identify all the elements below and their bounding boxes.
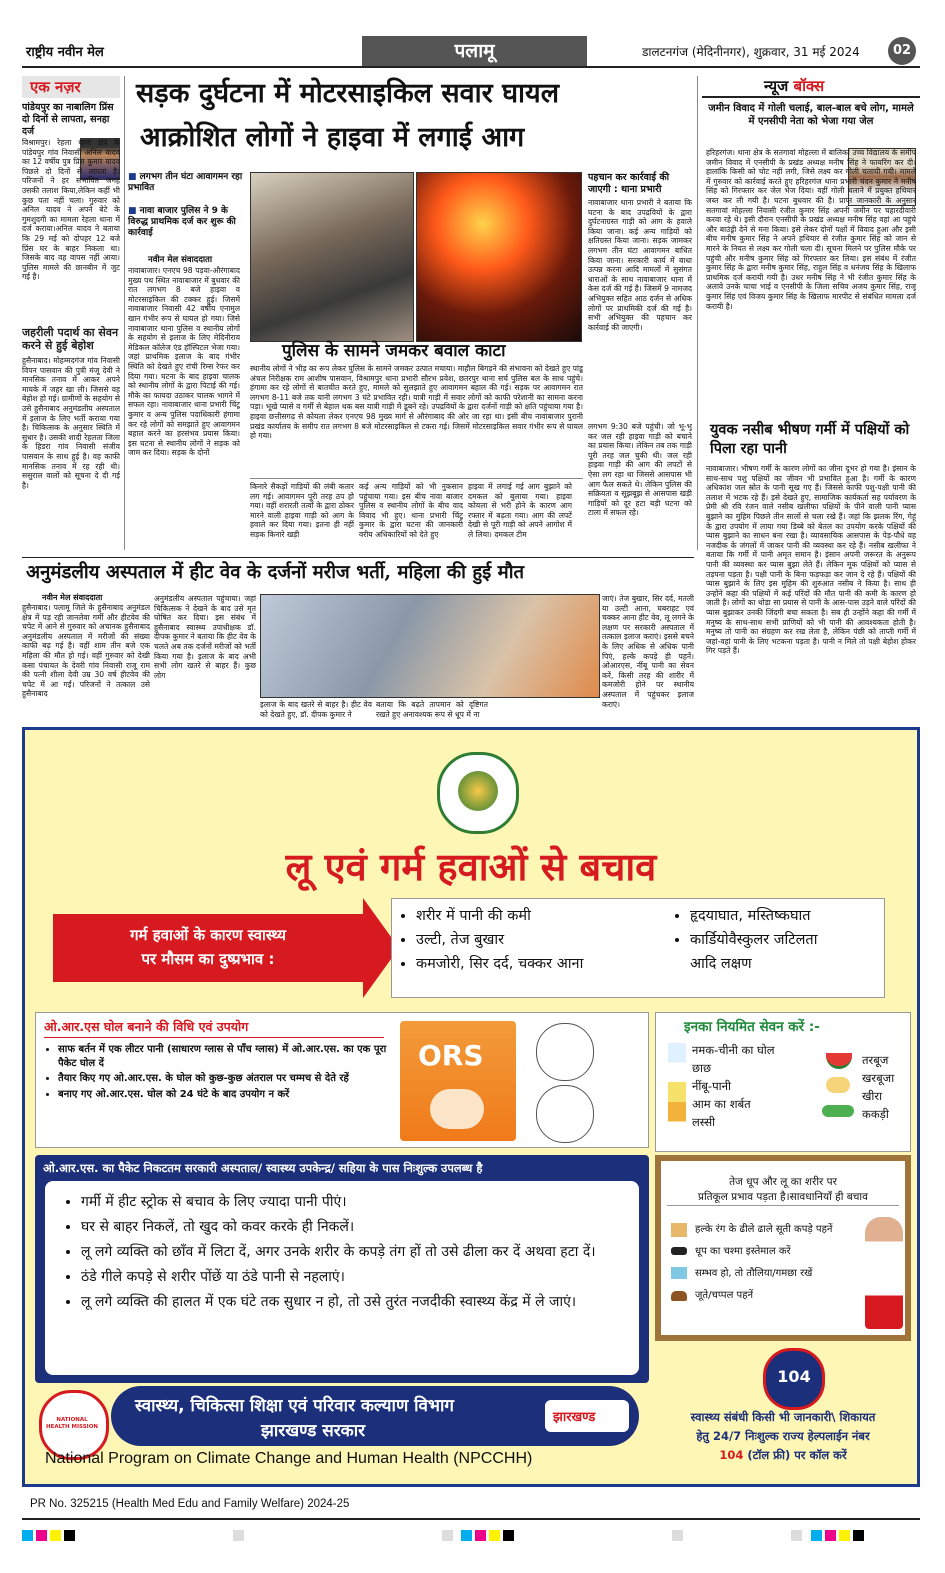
tips-section <box>35 1155 649 1383</box>
doctor-icon <box>865 1217 903 1329</box>
masthead-rule <box>22 66 920 68</box>
precautions-board <box>655 1155 911 1341</box>
ek-nazar-tag: एक नज़र <box>22 76 120 98</box>
bullet-point: ■ नावा बाजार पुलिस ने 9 के विरुद्ध प्राथमिक दर्ज कर शुरू की कार्रवाई <box>128 206 236 238</box>
photo-caption: पुलिस के सामने जमकर बवाल काटा <box>282 341 506 361</box>
byline: नवीन मेल संवाददाता <box>42 593 103 602</box>
lead-headline-2: आक्रोशित लोगों ने हाइवा में लगाई आग <box>140 122 525 153</box>
section-name: पलामू <box>454 40 495 62</box>
lead-body-left: नावाबाजार। एनएच 98 पड़वा-औरंगाबाद मुख्य पथ स्थित नावाबाजार में बुधवार की रात लगभग 8 बजे हाइवा व मोटरसाइकिल की टक्कर हुई। जिसमें नावाबाजार निवासी 42 वर्षीय एनामुल खान गंभीर रूप से घायल हो गया। जिसे नावाबाजार थाना पुलिस व स्थानीय लोगों के सहयोग से इलाज के लिए मेदिनीराय मेडिकल कॉलेज एंड हॉस्पिटल भेजा गया। जहां प्राथमिक इलाज के बाद गंभीर स्थिति को देखते हुए रांची रिम्स रेफर कर दिया गया। घटना के बाद हाइवा चालक को स्थानीय लोगों के द्वारा पिटाई की गई। मौके का फायदा उठाकर चालक भागने में सफल रहा। नावाबाजार थाना प्रभारी चिंटू कुमार व अन्य पुलिस पदाधिकारी हंगामा कर रहे लोगों को समझाते हुए आवागमन बहाल करने का हरसंभव प्रयास किया। इस घटना से स्थानीय लोगों ने सड़क को जाम कर दिया। सड़क के दोनों <box>128 266 240 458</box>
heatwave-headline: अनुमंडलीय अस्पताल में हीट वेव के दर्जनों मरीज भर्ती, महिला की हुई मौत <box>26 562 525 583</box>
bullet-point: ■ लगभग तीन घंटा आवागमन रहा प्रभावित <box>128 172 243 193</box>
free-availability-line: ओ.आर.एस. का पैकेट निकटतम सरकारी अस्पताल/ स्वास्थ्य उपकेन्द्र/ सहिया के पास निःशुल्क उपलब्ध है <box>43 1161 483 1175</box>
department-banner <box>111 1386 639 1446</box>
lead-body-col: किनारे सैकड़ों गाड़ियों की लंबी कतार लग गई। आवागमन पूरी तरह ठप हो गया। वहीं शरारती तत्वों के द्वारा ठोकर मारने वाली हाइवा गाड़ी को आग के हवाले कर दिया गया। इतना ही नहीं सड़क किनारे खड़ी <box>250 482 354 539</box>
column-divider <box>124 76 125 550</box>
story-headline: पांडेयपुर का नाबालिग प्रिंस दो दिनों से लापता, सनहा दर्ज <box>22 102 114 137</box>
helpline-text: स्वास्थ्य संबंधी किसी भी जानकारी\ शिकायत हेतु 24/7 निःशुल्क राज्य हेल्पलाईन नंबर 104 (टॉल फ्री) पर कॉल करें <box>690 1410 876 1462</box>
ors-steps: • साफ बर्तन में एक लीटर पानी (साधारण ग्लास से पाँच ग्लास) में ओ.आर.एस. का एक पूरा पैकेट घोल दें • तैयार किए गए ओ.आर.एस. के घोल को कुछ-कुछ अंतराल पर चम्मच से देते रहें • बनाए गए ओ.आर.एस. घोल को 24 घंटे के बाद उपयोग न करें <box>44 1043 400 1103</box>
intake-section <box>655 1012 911 1152</box>
shirt-icon <box>671 1223 687 1237</box>
section-tab <box>362 36 587 66</box>
divider <box>250 478 583 479</box>
heatwave-advertisement <box>22 727 920 1487</box>
masthead <box>22 36 920 66</box>
towel-icon <box>671 1267 687 1279</box>
lead-body-col: हाइवा में लगाई गई आग बुझाने को दमकल को बुलाया गया। हाइवा कोयला से भरी होने के कारण आग रफ्तार में बढ़ता गया। आग की लपटें देखी से पूरी गाड़ी को अपने आगोश में ले लिया। दमकल टीम <box>468 482 572 539</box>
story-body: हुसैनाबाद। मोहम्मदगंज गांव निवासी विपन पासवान की पुत्री मंजू देवी ने मानसिक तनाव में आकर अपने मायके में जहर खा ली। जिससे वह बेहोश हो गई। ग्रामीणों के सहयोग से उसे हुसैनाबाद अनुमंडलीय अस्पताल में इलाज के लिए भर्ती कराया गया है। चिकित्सक के अनुसार स्थिति में सुधार है। उसकी शादी रेहलता जिला के हिडरा गांव निवासी संजीव पासवान के साथ हुई है। वह काफी मानसिक तनाव में रह रही थी। ससुराल वालों को सूचना दे दी गई है। <box>22 356 120 490</box>
ors-bowl-icon <box>536 1023 594 1081</box>
heatwave-col: बताया कि बढ़ते तापमान को दृष्टिगत रखते हुए अनावश्यक रूप से धूप में ना <box>376 700 488 719</box>
heatwave-story <box>22 592 694 722</box>
lead-story <box>128 76 693 556</box>
board-items: हल्के रंग के ढीले ढाले सूती कपड़े पहनें धूप का चश्मा इस्तेमाल करें सम्भव हो, तो तौलिया/गमछा रखें जूते/चप्पल पहनें <box>695 1224 833 1301</box>
sunglasses-icon <box>671 1247 687 1255</box>
shoe-icon <box>671 1291 687 1301</box>
birds-headline: युवक नसीब भीषण गर्मी में पक्षियों को पिला रहा पानी <box>710 421 910 457</box>
ors-spoon-icon <box>536 1085 594 1143</box>
birds-story <box>702 420 920 720</box>
news-box <box>702 76 920 416</box>
cucumber-icon <box>822 1105 854 1117</box>
divider <box>44 1037 384 1038</box>
department-name: स्वास्थ्य, चिकित्सा शिक्षा एवं परिवार कल्याण विभाग <box>135 1396 454 1416</box>
color-registration-bar <box>22 1525 920 1539</box>
sub-headline: पहचान कर कार्रवाई की जाएगी : थाना प्रभारी <box>588 172 670 195</box>
government-name: झारखण्ड सरकार <box>261 1421 366 1441</box>
board-heading: तेज धूप और लू का शरीर पर प्रतिकूल प्रभाव पड़ता है।सावधानियाँ ही बचाव <box>667 1175 899 1206</box>
dateline: डालटनगंज (मेदिनीनगर), शुक्रवार, 31 मई 2024 <box>642 45 860 59</box>
symptoms-box <box>391 898 885 998</box>
symptoms-right: • हृदयाघात, मस्तिष्कघात • कार्डियोवैस्कुलर जटिलता आदि लक्षण <box>676 905 896 977</box>
story-body: विश्रामपुर। रेहला थाना क्षेत्र के पांडेयपुर गांव निवासी अनिल यादव का 12 वर्षीय पुत्र प्रिंस कुमार यादव पिछले दो दिनों से लापता है। परिजनों ने हर संभावित जगह उसकी तलाश किया,लेकिन कहीं भी कुछ पता नहीं चला। गुरुवार को अनिल यादव ने अपने बेटे के गुमशुदगी का मामला रेहला थाना में दर्ज कराया।अनिल यादव ने बताया कि 29 मई को दोपहर 12 बजे प्रिंस घर के बाहर निकला था। जिसके बाद वह वापस नहीं आया। पुलिस मामले की छानबीन में जुट गई है। <box>22 138 120 282</box>
tips-box <box>45 1181 639 1375</box>
paper-name: राष्ट्रीय नवीन मेल <box>26 45 104 60</box>
intake-heading: इनका नियमित सेवन करें :- <box>684 1019 820 1035</box>
intake-right-list: तरबूज खरबूजा खीरा ककड़ी <box>862 1053 895 1121</box>
damaged-motorcycle-photo <box>250 172 414 342</box>
hospital-patients-photo <box>260 594 600 698</box>
intake-left-list: नमक-चीनी का घोल छाछ नींबू-पानी आम का शर्बत लस्सी <box>692 1043 775 1129</box>
lead-body-right: नावाबाजार थाना प्रभारी ने बताया कि घटना के बाद उपद्रवियों के द्वारा दुर्घटनाग्रस्त गाड़ी को आग के हवाले किया जाना। कई अन्य गाड़ियों को क्षतिग्रस्त किया जाना। सड़क जामकर लगभग तीन घंटा आवागमन बाधित किया जाना। सरकारी कार्य में बाधा उत्पन्न करना आदि मामलों में सुसंगत धाराओं के साथ नावाबाजार थाना में केस दर्ज की गई है। जिसमें 9 नामजद अभियुक्त सहित आठ दर्जन से अधिक लोगों पर प्राथमिकी दर्ज की गई है। सभी अभियुक्त की पहचान कर कार्रवाई की जाएगी। <box>588 198 692 332</box>
page-number: 02 <box>888 37 916 65</box>
heatwave-col: जाएं। तेज बुखार, सिर दर्द, मतली या उल्टी आना, घबराहट एवं चक्कर आना हीट वेव, लू लगने के लक्षण पर सरकारी अस्पताल में तत्काल इलाज कराएं। इससे बचने के लिए अधिक से अधिक पानी पिएं, हल्के कपड़े ही पहनें। ओआरएस, नींबू पानी का सेवन करें, किसी तरह की शारीर में कमजोरी होने पर स्थानीय अस्पताल में पहुंचकर इलाज कराएं। <box>602 594 694 709</box>
heatwave-col: हुसैनाबाद। पलामू जिले के हुसैनाबाद अनुमंडल क्षेत्र में पड़ रही जानलेवा गर्मी और हीटवेव की चपेट में आने से गुरुवार को अचानक हुसैनाबाद अनुमंडलीय अस्पताल में मरीजों की संख्या काफी बढ़ गई है। वहीं शाम तीन बजे एक महिला की मौत हो गई। वहीं गुरुवार को देखी कसा पंचायत के देवरी गांव निवासी राजू राम की पत्नी शीला देवी उम्र 30 वर्ष हीटवेव की चपेट में आ गईं। परिजनों ने तत्काल उसे हुसैनाबाद <box>22 603 150 699</box>
story-headline: जहरीली पदार्थ का सेवन करने से हुई बेहोश <box>22 326 119 352</box>
lead-body-wide: स्थानीय लोगों ने भीड़ का रूप लेकर पुलिस के सामने जमकर उत्पात मचाया। माहौल बिगड़ने की संभावना को देखते हुए पांडू अंचल निरीक्षक राम आशीष पासवान, विश्रामपुर थाना प्रभारी सौरभ प्रवेश, छतरपुर थाना सर्च पुलिस बल के साथ पहुंचे। हंगामा कर रहे लोगों से बातचीत करते हुए, मामले को सुलझाते हुए आवागमन बहाल की गई। सड़क पर आवागमन रात लगभग 8-11 बजे तक यानी लगभग 3 घंटे प्रभावित रही। यात्री गाड़ी में सवार लोगों को काफी परेशानी का सामना करना पड़ा। भूखे प्यासे व गर्मी से बेहाल थक बस यात्री गाड़ी में डूबने रहे। उपद्रवियों के द्वारा दर्जनों गाड़ी को क्षति पहुंचाया गया है। हाइवा छत्तीसगढ़ से कोयला लेकर एनएच 98 मुख्य मार्ग से औरंगाबाद की ओर जा रहा था। इसी बीच नावाबाजार पुरानी प्रखंड कार्यालय के समीप रात लगभग 8 बजे मोटरसाइकिल से टकरा गई। जिसमें मोटरसाइकिल सवार गंभीर रूप से घायल हो गया। <box>250 364 583 441</box>
npcchh-line: National Program on Climate Change and Human Health (NPCCHH) <box>45 1450 533 1467</box>
footer-rule <box>22 1518 920 1520</box>
drink-icons <box>668 1043 686 1141</box>
lead-headline-1: सड़क दुर्घटना में मोटरसाइकिल सवार घायल <box>136 78 560 109</box>
birds-body: नावाबाजार। भीषण गर्मी के कारण लोगों का जीना दूभर हो गया है। इंसान के साथ-साथ पशु पक्षियों का जीवन भी प्रभावित हुआ है। गर्मी के कारण अधिकांश जल स्रोत के पानी सूख गए हैं। जिससे काफी पशु-पक्षी पानी की तलाश में भटक रहे हैं। इसे देखते हुए, सामाजिक कार्यकर्ता सह पर्यावरण के प्रेमी श्री रवि रंजन वाले नसीब खलीफा पक्षियों के पीने वाली पानी प्यास बुझाने का मुहिम पिछले तीन सालों से चला रखे हैं। जहां कि झलक रिंग, गेहूं के द्वारा उपयोग में लाया गया डिब्बे को बेतल का उपयोग करके पक्षियों की प्यास बुझाने का साधन बना रखा है। व्यावसायिक आसपास के पेड़-पौधे वह नजदीक के जंगलों में जाकर पानी की व्यवस्था कर रहे हैं। नसीब खलीफा ने बताया कि गर्मी में पानी अमृत समान है। इंसान अपनी जरूरत के अनुरूप पानी की व्यवस्था कर प्यास बुझा लेते हैं। लेकिन मूक पक्षियों को प्यास से तड़पना पड़ता है। पक्षी पानी के बिना फड़फड़ा कर जान दे रहे हैं। पक्षियों की प्यास बुझाने के लिए इस मुहिम की शुरुआत नसीब ने किया है। साथ ही उन्होंने कहा की पक्षियों में कई परिंदों की मौत पानी की कमी के कारण हो जाती है। लोगों का थोड़ा सा प्रयास से पानी के आस-पास उड़ने वाले परिंदों की प्यास बुझाकर उनकी जिंदगी बचा सकता है। सब ही उन्होंने कहा की गर्मी में मनुष्य के साथ-साथ सभी प्राणियों को भी पानी की आवश्यकता होती है। मनुष्य तो पानी का संग्रहण कर रख लेता है, लेकिन पंछी को ताप्ती गर्मी में जहां-वहां पानी के लिए भटकना पड़ता है। पानी न मिले तो पक्षी बेहोश होकर गिर पड़ते हैं। <box>706 464 916 656</box>
ad-title: लू एवं गर्म हवाओं से बचाव <box>285 844 657 889</box>
lead-body-col: लगभग 9:30 बजे पहुंची। जो भू-भू कर जल रही हाइवा गाड़ी को बचाने का प्रयास किया। लेकिन तब तक गाड़ी पूरी तरह जल चुकी थी। जल रही हाइवा गाड़ी की आग की लपटों से ऐसा लग रहा था जिससे आसपास भी आग फैल सकते थे। लेकिन पुलिस की सक्रियता व सूझबूझ से आसपास खड़ी गाड़ियों को दूर हटा बड़ी घटना को टाला में सफल रहे। <box>588 422 692 518</box>
heatwave-col: इलाज के बाद खतरे से बाहर है। हीट वेव को देखते हुए, डॉ. दीपक कुमार ने <box>260 700 372 719</box>
nhm-logo: NATIONAL HEALTH MISSION <box>39 1390 109 1460</box>
divider <box>22 557 694 558</box>
lead-body-col: कई अन्य गाड़ियों को भी नुकसान पहुंचाया गया। इस बीच नावा बाजार पुलिस व स्थानीय लोगों के बीच वाद विवाद भी हुए। थाना प्रभारी चिंटू कुमार के द्वारा घटना की जानकारी वरीय अधिकारियों को देते हुए <box>359 482 463 539</box>
heatwave-col: अनुमंडलीय अस्पताल पहुंचाया। जहां चिकित्सक ने देखने के बाद उसे मृत घोषित कर दिया। इस संबंध में हुसैनाबाद स्वास्थ्य उपाधीक्षक डॉ. दीपक कुमार ने बताया कि हीट वेव के चलते अब तक दर्जनों मरीजों को भर्ती किया गया है। इलाज के बाद अभी सभी लोग खतरे से बाहर हैं। कुछ लोग <box>154 594 256 680</box>
jharkhand-emblem <box>437 752 519 834</box>
arrow-text: गर्म हवाओं के कारण स्वास्थ्य पर मौसम का दुष्प्रभाव : <box>130 926 286 968</box>
news-box-body: हरिहरगंज। थाना क्षेत्र के सतगावां मोहल्ला में बालिका उच्च विद्यालय के समीप जमीन विवाद में एनसीपी के प्रखंड अध्यक्ष मनीष सिंह ने फायरिंग कर दी। हालांकि किसी को चोट नहीं लगी, जिसे लक्ष्य कर गोली चलायी गयी। मामले में गुरुवार को कार्रवाई करते हुए हरिहरगंज थाना प्रभारी चंदन कुमार ने मनीष सिंह को गिरफ्तार कर जेल भेज दिया। वहीं गोली चलाने में प्रयुक्त हथियार जब्त कर ली गयी है। घटना बुधवार की है। प्राप्त जानकारी के अनुसार सतगावां मोहल्ला निवासी रंजीत कुमार सिंह अपनी जमीन पर चहारदीवारी करवा रहे थे। इसी दौरान एनसीपी के प्रखंड अध्यक्ष मनीष सिंह वहां आ पहुंचे और बाउंड्री देने से मना किया। इसे लेकर दोनों पक्षों में विवाद हुआ और इसी बीच मनीष कुमार सिंह ने अपने हथियार से रंजीत कुमार सिंह को जान से मारने के नियत से लक्ष्य कर गोली चला दी। सूचना मिलने पर पुलिस मौके पर पहुंची और मनीष कुमार सिंह को गिरफ्तार कर लिया। इस संबंध में रंजीत कुमार सिंह के द्वारा मनीष कुमार सिंह, राहुल सिंह व धनंजय सिंह के खिलाफ प्राथमिक दर्ज करायी गयी है। उधर मनीष सिंह ने भी रंजीत कुमार सिंह के अलावे उनके चाचा भाई व एनसीपी के जिला सचिव अजय कुमार सिंह, राजू कुमार सिंह एवं विजय कुमार सिंह के खिलाफ मारपीट से संबंधित मामला दर्ज करायी है। <box>706 148 916 311</box>
ors-section <box>35 1012 649 1148</box>
ors-heading: ओ.आर.एस घोल बनाने की विधि एवं उपयोग <box>44 1019 249 1034</box>
ek-nazar-column <box>22 76 120 554</box>
column-divider <box>697 76 698 550</box>
helpline-badge: 104 <box>763 1348 825 1410</box>
burning-truck-photo <box>416 172 582 342</box>
melon-icon <box>826 1077 850 1093</box>
ors-packet: ORS <box>400 1021 516 1141</box>
byline: नवीन मेल संवाददाता <box>148 255 213 265</box>
jharkhand-logo: झारखण्ड <box>545 1400 629 1432</box>
symptoms-left: • शरीर में पानी की कमी • उल्टी, तेज बुखार • कमजोरी, सिर दर्द, चक्कर आना <box>402 905 666 977</box>
pr-line: PR No. 325215 (Health Med Edu and Family Welfare) 2024-25 <box>30 1498 350 1510</box>
news-box-tag: न्यूज बॉक्स <box>764 77 825 95</box>
watermelon-icon <box>826 1053 852 1069</box>
news-box-headline: जमीन विवाद में गोली चलाई, बाल-बाल बचे लोग, मामले में एनसीपी नेता को भेजा गया जेल <box>708 103 914 127</box>
divider <box>702 96 920 98</box>
tips-list: • गर्मी में हीट स्ट्रोक से बचाव के लिए ज्यादा पानी पीएं। • घर से बाहर निकलें, तो खुद को कवर करके ही निकलें। • लू लगे व्यक्ति को छाँव में लिटा दें, अगर उनके शरीर के कपड़े तंग हों तो उसे ढीला कर दें अथवा हटा दें। • ठंडे गीले कपड़े से शरीर पोंछें या ठंडे पानी से नहलाएं। • लू लगे व्यक्ति की हालत में एक घंटे तक सुधार न हो, तो उसे तुरंत नजदीकी स्वास्थ्य केंद्र में ले जाएं। <box>67 1191 641 1316</box>
